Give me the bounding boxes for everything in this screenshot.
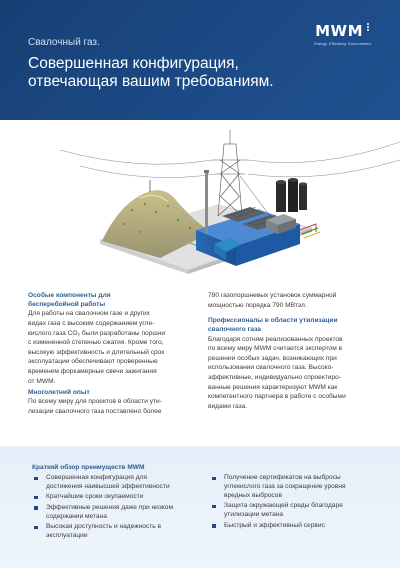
section-title-experience: Многолетний опыт <box>28 389 90 397</box>
list-item: Кратчайшие сроки окупаемости <box>34 493 200 502</box>
square-bullet-icon <box>34 506 38 510</box>
square-bullet-icon <box>34 477 38 481</box>
square-bullet-icon <box>212 477 216 481</box>
benefits-panel <box>0 446 400 568</box>
square-bullet-icon <box>34 496 38 500</box>
benefits-list-left <box>34 474 200 543</box>
section-body-components: Для работы на свалочном газе и других видах газа с высоким содержанием угле- кислого газа CO₂ были разработаны поршни с измененной степенью сжатия. Кроме того, высокую эффективность и длительный срок эксплуатации обеспечивают проверенные временем форкамерные свечи зажигания от MWM. <box>28 310 166 385</box>
left-text-column <box>28 291 196 419</box>
logo-tagline: Energy. Efficiency. Environment. <box>314 42 372 46</box>
power-pylon-icon <box>212 130 248 216</box>
header-banner <box>0 0 400 120</box>
list-item: Высокая доступность и надежность в эксплуатации <box>34 523 200 541</box>
list-item: Быстрый и эффективный сервис <box>212 522 372 531</box>
header-kicker: Свалочный газ. <box>28 37 100 48</box>
square-bullet-icon <box>212 505 216 509</box>
list-item: Эффективные решения даже при низком содержании метана <box>34 504 200 522</box>
storage-tanks <box>276 178 307 212</box>
right-text-column <box>208 291 374 413</box>
square-bullet-icon <box>34 526 38 530</box>
mwm-logo <box>314 22 372 46</box>
section-title-components: Особые компоненты для бесперебойной работы <box>28 292 111 309</box>
benefits-title: Краткий обзор преимуществ MWM <box>32 464 145 471</box>
square-bullet-icon <box>212 524 216 528</box>
section-body-experience: По всему миру для проектов в области ути- лизации свалочного газа поставлено более <box>28 398 162 415</box>
section-body-experience-continued: 780 газопоршневых установок суммарной мощностью порядка 790 МВтэл. <box>208 292 337 309</box>
benefits-list-right <box>212 474 372 532</box>
page-title-line-1: Совершенная конфигурация, <box>28 55 239 72</box>
page-title-line-2: отвечающая вашим требованиям. <box>28 73 274 90</box>
section-body-professionals: Благодаря сотням реализованных проектов по всему миру MWM считается экспертом в решении особых задач, возникающих при использовании свалочного газа. Высоко- эффективные, индивидуально спроектиро- ванные решения характеризуют MWM как компетентного партнера в работе с особыми видами газа. <box>208 335 346 410</box>
list-item: Получение сертификатов на выбросы углекислого газа за сокращение уровня вредных выбросов <box>212 474 372 500</box>
exhaust-chimney <box>205 172 208 234</box>
landfill-plant-illustration <box>0 120 400 290</box>
logo-dots-icon <box>365 22 372 31</box>
list-item: Защита окружающей среды благодаря утилизации метана <box>212 502 372 520</box>
list-item: Совершенная конфигурация для достижения наивысшей эффективности <box>34 474 200 492</box>
page-title <box>28 55 328 91</box>
section-title-professionals: Профессионалы в области утилизации свалочного газа <box>208 317 338 334</box>
logo-wordmark: MWM <box>315 22 363 40</box>
